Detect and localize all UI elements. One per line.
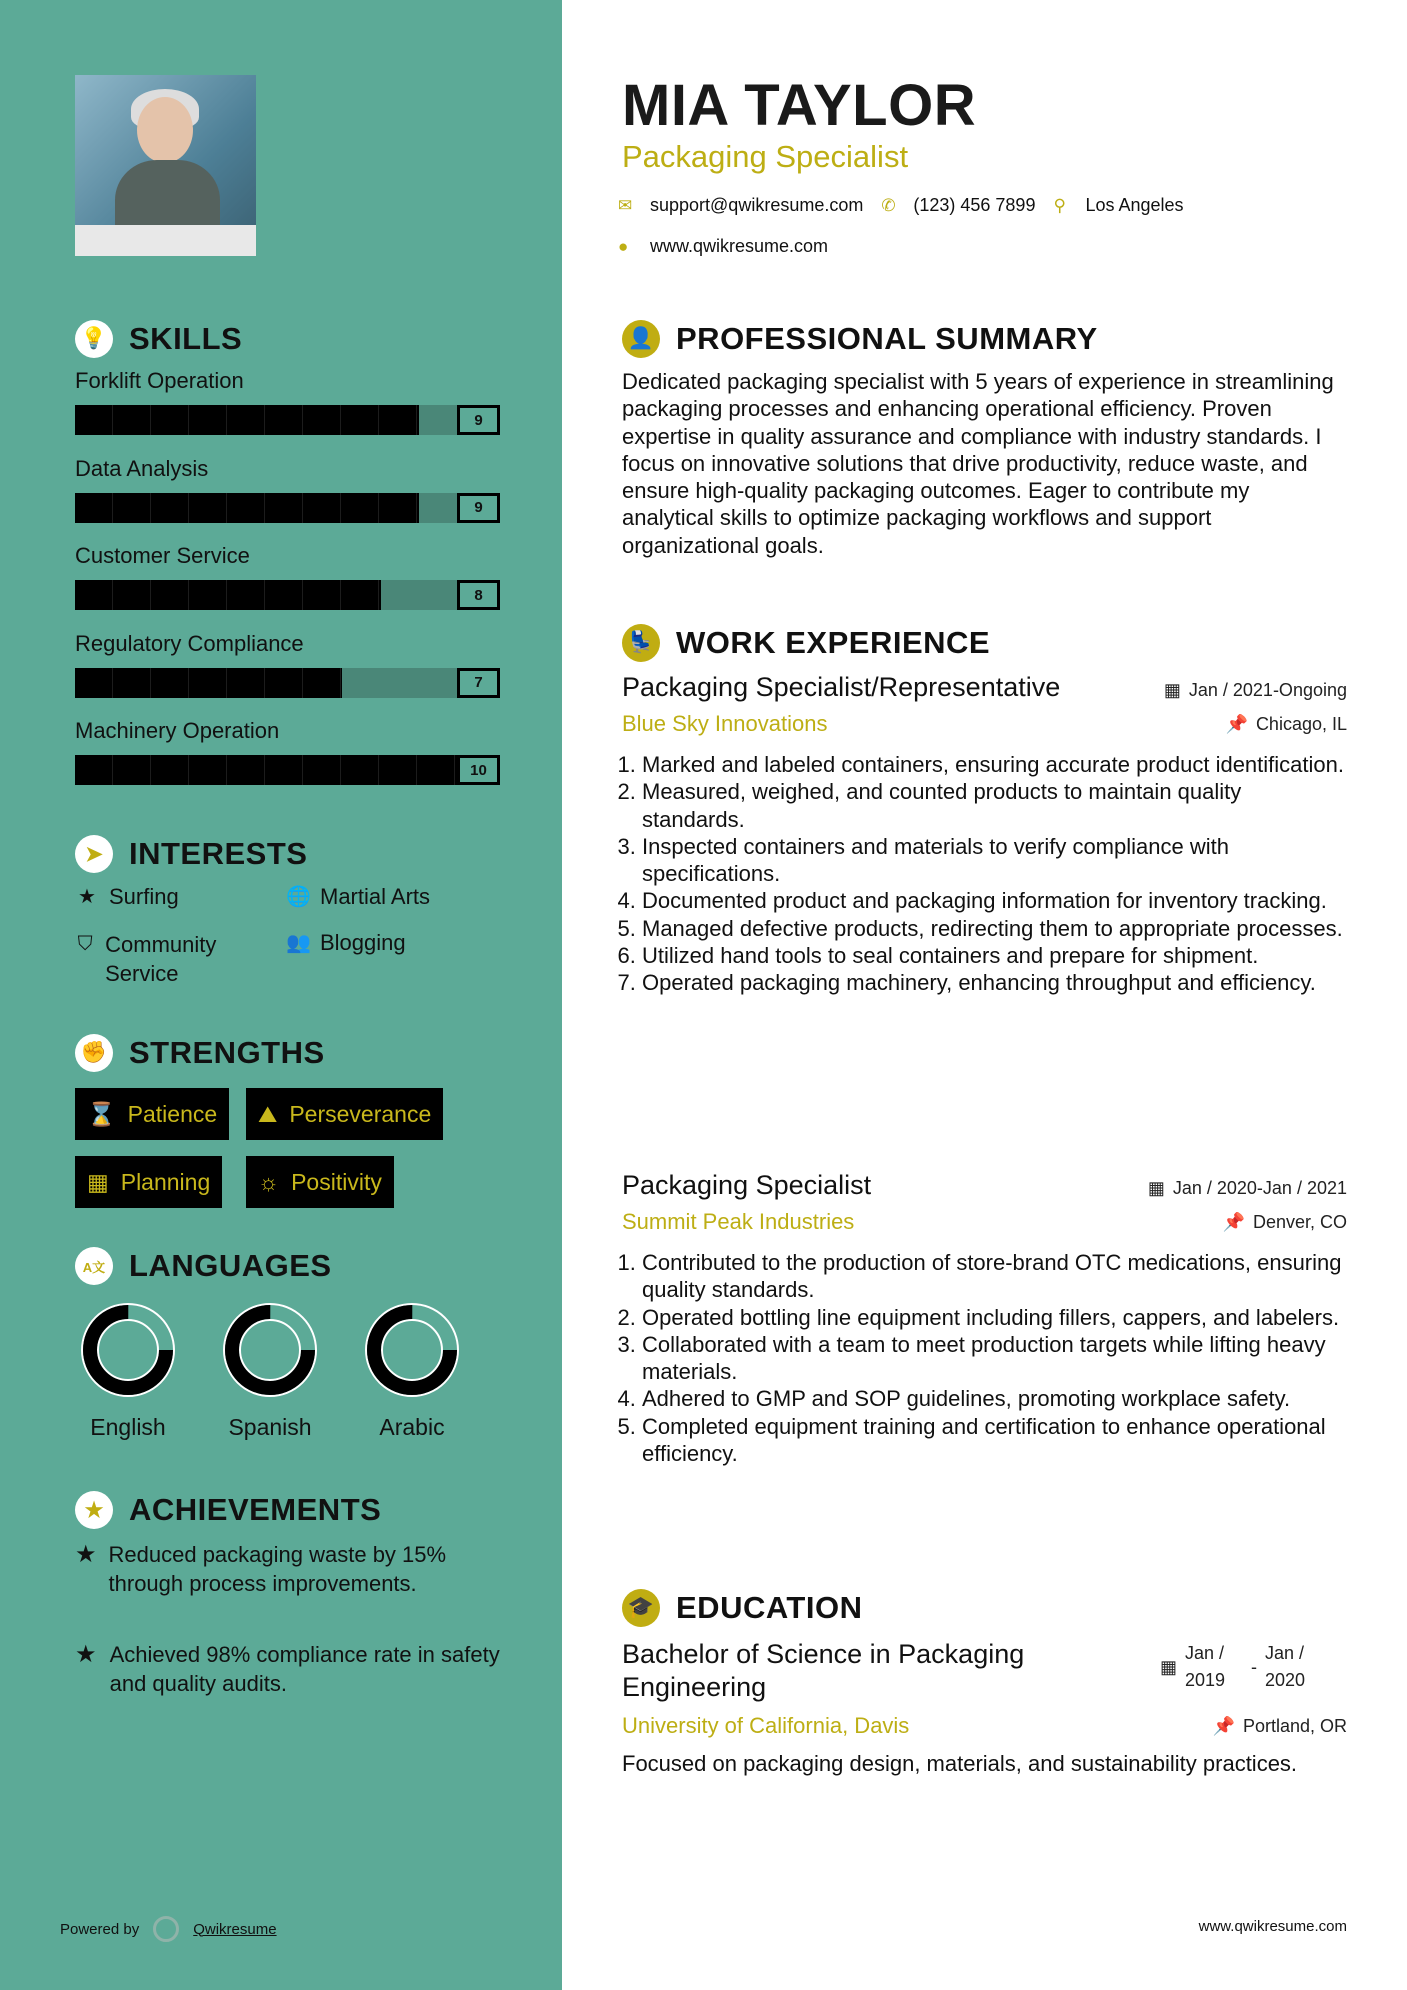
skill-bar-fill bbox=[75, 405, 419, 435]
calendar-icon: ▦ bbox=[87, 1168, 109, 1195]
skill-item bbox=[75, 631, 500, 698]
skill-item bbox=[75, 456, 500, 523]
star-badge-icon: ★ bbox=[75, 1491, 113, 1529]
language-donut bbox=[78, 1300, 178, 1400]
skill-name: Customer Service bbox=[75, 543, 250, 569]
interest-label: Community Service bbox=[105, 932, 217, 986]
interest-item bbox=[75, 930, 265, 988]
location: Los Angeles bbox=[1085, 195, 1184, 215]
hourglass-icon: ⌛ bbox=[87, 1100, 116, 1127]
interest-label: Martial Arts bbox=[320, 884, 431, 909]
shooting-star-icon: ★ bbox=[75, 1641, 97, 1668]
skill-name: Data Analysis bbox=[75, 455, 209, 481]
shooting-star-icon: ★ bbox=[75, 1541, 97, 1568]
email[interactable]: support@qwikresume.com bbox=[650, 195, 864, 215]
footer-website[interactable]: www.qwikresume.com bbox=[1198, 1918, 1347, 1935]
skill-item bbox=[75, 543, 500, 610]
language-item bbox=[352, 1300, 472, 1441]
job-entry bbox=[622, 1170, 1347, 1467]
map-pin-icon: ⚲ bbox=[1053, 195, 1066, 215]
phone: (123) 456 7899 bbox=[913, 195, 1036, 215]
achievement-item bbox=[75, 1540, 515, 1598]
achievement-text: Reduced packaging waste by 15% through process improvements. bbox=[108, 1542, 447, 1596]
summary-header bbox=[622, 320, 1098, 358]
interest-item bbox=[75, 884, 179, 910]
skill-value: 10 bbox=[457, 755, 500, 785]
job-position: Packaging Specialist bbox=[622, 1170, 872, 1200]
sidebar bbox=[0, 0, 562, 1990]
strength-label: Planning bbox=[120, 1168, 211, 1195]
duty-item: 4. Adhered to GMP and SOP guidelines, promoting workplace safety. bbox=[642, 1385, 1347, 1412]
skill-value: 7 bbox=[457, 668, 500, 698]
education-location bbox=[1213, 1716, 1347, 1737]
calendar-icon: ▦ bbox=[1147, 1178, 1165, 1198]
pushpin-icon: 📌 bbox=[1225, 713, 1248, 734]
language-item bbox=[68, 1300, 188, 1441]
road-icon: ⛰ bbox=[258, 1100, 278, 1127]
end-date: Jan / 2020 bbox=[1265, 1643, 1306, 1690]
translate-icon: A文 bbox=[75, 1247, 113, 1285]
skill-item bbox=[75, 718, 500, 785]
job-location bbox=[1226, 714, 1347, 735]
skill-name: Forklift Operation bbox=[75, 368, 244, 393]
strengths-header bbox=[75, 1034, 325, 1072]
location-label: Denver, CO bbox=[1252, 1211, 1347, 1232]
strength-label: Positivity bbox=[291, 1168, 382, 1195]
shield-icon: ⛉ bbox=[77, 933, 93, 955]
duty-item: 7. Operated packaging machinery, enhancing throughput and efficiency. bbox=[642, 969, 1347, 996]
qwikresume-logo-icon bbox=[153, 1916, 179, 1942]
duty-item: 5. Completed equipment training and certification to enhance operational efficiency. bbox=[642, 1413, 1347, 1468]
work-header bbox=[622, 624, 990, 662]
summary-heading: PROFESSIONAL SUMMARY bbox=[676, 321, 1098, 356]
achievements-heading: ACHIEVEMENTS bbox=[129, 1492, 382, 1527]
education-header bbox=[622, 1589, 862, 1627]
website-row bbox=[618, 236, 828, 257]
name-block bbox=[622, 72, 1347, 175]
job-location bbox=[1223, 1212, 1347, 1233]
profile-photo bbox=[75, 75, 256, 256]
skill-bar bbox=[75, 580, 500, 610]
sun-icon: ☼ bbox=[258, 1168, 280, 1195]
chair-icon: 💺 bbox=[622, 624, 660, 662]
user-icon: 👤 bbox=[622, 320, 660, 358]
job-title: Packaging Specialist bbox=[622, 139, 909, 174]
strength-label: Patience bbox=[127, 1100, 218, 1127]
duty-item: 6. Utilized hand tools to seal containers and prepare for shipment. bbox=[642, 942, 1347, 969]
strength-chip bbox=[246, 1156, 394, 1208]
strengths-heading: STRENGTHS bbox=[129, 1035, 325, 1070]
duties-list bbox=[622, 1249, 1347, 1467]
website[interactable]: www.qwikresume.com bbox=[650, 236, 829, 256]
achievement-item bbox=[75, 1640, 515, 1698]
duties-list bbox=[622, 751, 1347, 997]
location-label: Portland, OR bbox=[1242, 1716, 1347, 1736]
language-name: Spanish bbox=[228, 1414, 312, 1440]
skill-bar-fill bbox=[75, 755, 457, 785]
powered-by-label: Powered by bbox=[60, 1920, 140, 1938]
duty-item: 1. Marked and labeled containers, ensuring accurate product identification. bbox=[642, 751, 1347, 778]
dates-label: Jan / 2020-Jan / 2021 bbox=[1172, 1178, 1347, 1198]
language-donut bbox=[220, 1300, 320, 1400]
pushpin-icon: 📌 bbox=[1212, 1716, 1235, 1736]
skill-name: Regulatory Compliance bbox=[75, 630, 304, 656]
strength-chip bbox=[246, 1088, 443, 1140]
duty-item: 3. Collaborated with a team to meet production targets while lifting heavy materials. bbox=[642, 1331, 1347, 1386]
duty-item: 2. Measured, weighed, and counted products to maintain quality standards. bbox=[642, 778, 1347, 833]
skill-value: 9 bbox=[457, 493, 500, 523]
skill-bar bbox=[75, 755, 500, 785]
interests-header bbox=[75, 835, 307, 873]
start-date: Jan / 2019 bbox=[1185, 1643, 1226, 1690]
skill-name: Machinery Operation bbox=[75, 718, 280, 744]
skill-bar bbox=[75, 493, 500, 523]
job-position: Packaging Specialist/Representative bbox=[622, 672, 1061, 702]
languages-header bbox=[75, 1247, 332, 1285]
language-name: Arabic bbox=[379, 1414, 445, 1440]
graduation-icon: 🎓 bbox=[622, 1589, 660, 1627]
languages-heading: LANGUAGES bbox=[129, 1248, 332, 1283]
achievement-text: Achieved 98% compliance rate in safety and quality audits. bbox=[109, 1642, 500, 1696]
education-dates: ▦ Jan / 2019 - Jan / 2020 bbox=[1160, 1640, 1323, 1694]
degree: Bachelor of Science in Packaging Engineering bbox=[622, 1639, 1025, 1702]
pushpin-icon: 📌 bbox=[1222, 1211, 1245, 1232]
skill-bar-fill bbox=[75, 580, 381, 610]
skill-value: 8 bbox=[457, 580, 500, 610]
calendar-icon: ▦ bbox=[1163, 680, 1181, 700]
achievements-header bbox=[75, 1491, 381, 1529]
skill-bar-fill bbox=[75, 668, 342, 698]
interest-item bbox=[286, 930, 406, 956]
globe-icon: ● bbox=[618, 236, 629, 256]
job-dates bbox=[1148, 1178, 1347, 1199]
paper-plane-icon: ➤ bbox=[75, 835, 113, 873]
skill-bar bbox=[75, 405, 500, 435]
calendar-icon: ▦ bbox=[1160, 1656, 1178, 1677]
phone-icon: ✆ bbox=[881, 195, 896, 215]
school: University of California, Davis bbox=[622, 1713, 910, 1738]
envelope-icon: ✉ bbox=[618, 195, 633, 215]
candidate-name: MIA TAYLOR bbox=[622, 73, 977, 138]
location-label: Chicago, IL bbox=[1255, 713, 1347, 734]
language-item bbox=[210, 1300, 330, 1441]
language-donut bbox=[362, 1300, 462, 1400]
company: Blue Sky Innovations bbox=[622, 711, 828, 736]
interest-label: Blogging bbox=[320, 930, 406, 955]
job-entry bbox=[622, 672, 1347, 997]
skills-header bbox=[75, 320, 242, 358]
interest-label: Surfing bbox=[109, 884, 179, 909]
skill-bar bbox=[75, 668, 500, 698]
star-icon: ★ bbox=[78, 886, 96, 908]
skill-item bbox=[75, 368, 500, 435]
strength-chip bbox=[75, 1088, 229, 1140]
duty-item: 5. Managed defective products, redirecting them to appropriate processes. bbox=[642, 915, 1347, 942]
globe-icon: 🌐 bbox=[286, 886, 311, 908]
users-icon: 👥 bbox=[286, 932, 311, 954]
duty-item: 1. Contributed to the production of store-brand OTC medications, ensuring quality standards. bbox=[642, 1249, 1347, 1304]
lightbulb-icon: 💡 bbox=[75, 320, 113, 358]
job-dates bbox=[1164, 680, 1347, 701]
skills-heading: SKILLS bbox=[129, 321, 243, 356]
education-heading: EDUCATION bbox=[676, 1590, 863, 1625]
interest-item bbox=[286, 884, 430, 910]
powered-by bbox=[60, 1916, 277, 1942]
duty-item: 2. Operated bottling line equipment including fillers, cappers, and labelers. bbox=[642, 1304, 1347, 1331]
strength-label: Perseverance bbox=[289, 1100, 432, 1127]
dates-label: Jan / 2021-Ongoing bbox=[1188, 680, 1347, 700]
duty-item: 3. Inspected containers and materials to verify compliance with specifications. bbox=[642, 833, 1347, 888]
strength-chip bbox=[75, 1156, 222, 1208]
qwikresume-link[interactable]: Qwikresume bbox=[193, 1920, 277, 1938]
language-name: English bbox=[90, 1414, 166, 1440]
interests-heading: INTERESTS bbox=[129, 836, 308, 871]
work-heading: WORK EXPERIENCE bbox=[676, 625, 991, 660]
education-description: Focused on packaging design, materials, and sustainability practices. bbox=[622, 1751, 1298, 1776]
summary-text: Dedicated packaging specialist with 5 years of experience in streamlining packaging processes and enhancing operational efficiency. Proven expertise in quality assurance and compliance with industry standards. I focus on innovative solutions that drive productivity, reduce waste, and ensure high-quality packaging outcomes. Eager to contribute my analytical skills to optimize packaging workflows and support organizational goals. bbox=[622, 369, 1334, 558]
contact-row bbox=[618, 195, 1184, 216]
fist-icon: ✊ bbox=[75, 1034, 113, 1072]
duty-item: 4. Documented product and packaging information for inventory tracking. bbox=[642, 887, 1347, 914]
skill-value: 9 bbox=[457, 405, 500, 435]
company: Summit Peak Industries bbox=[622, 1209, 855, 1234]
skill-bar-fill bbox=[75, 493, 419, 523]
